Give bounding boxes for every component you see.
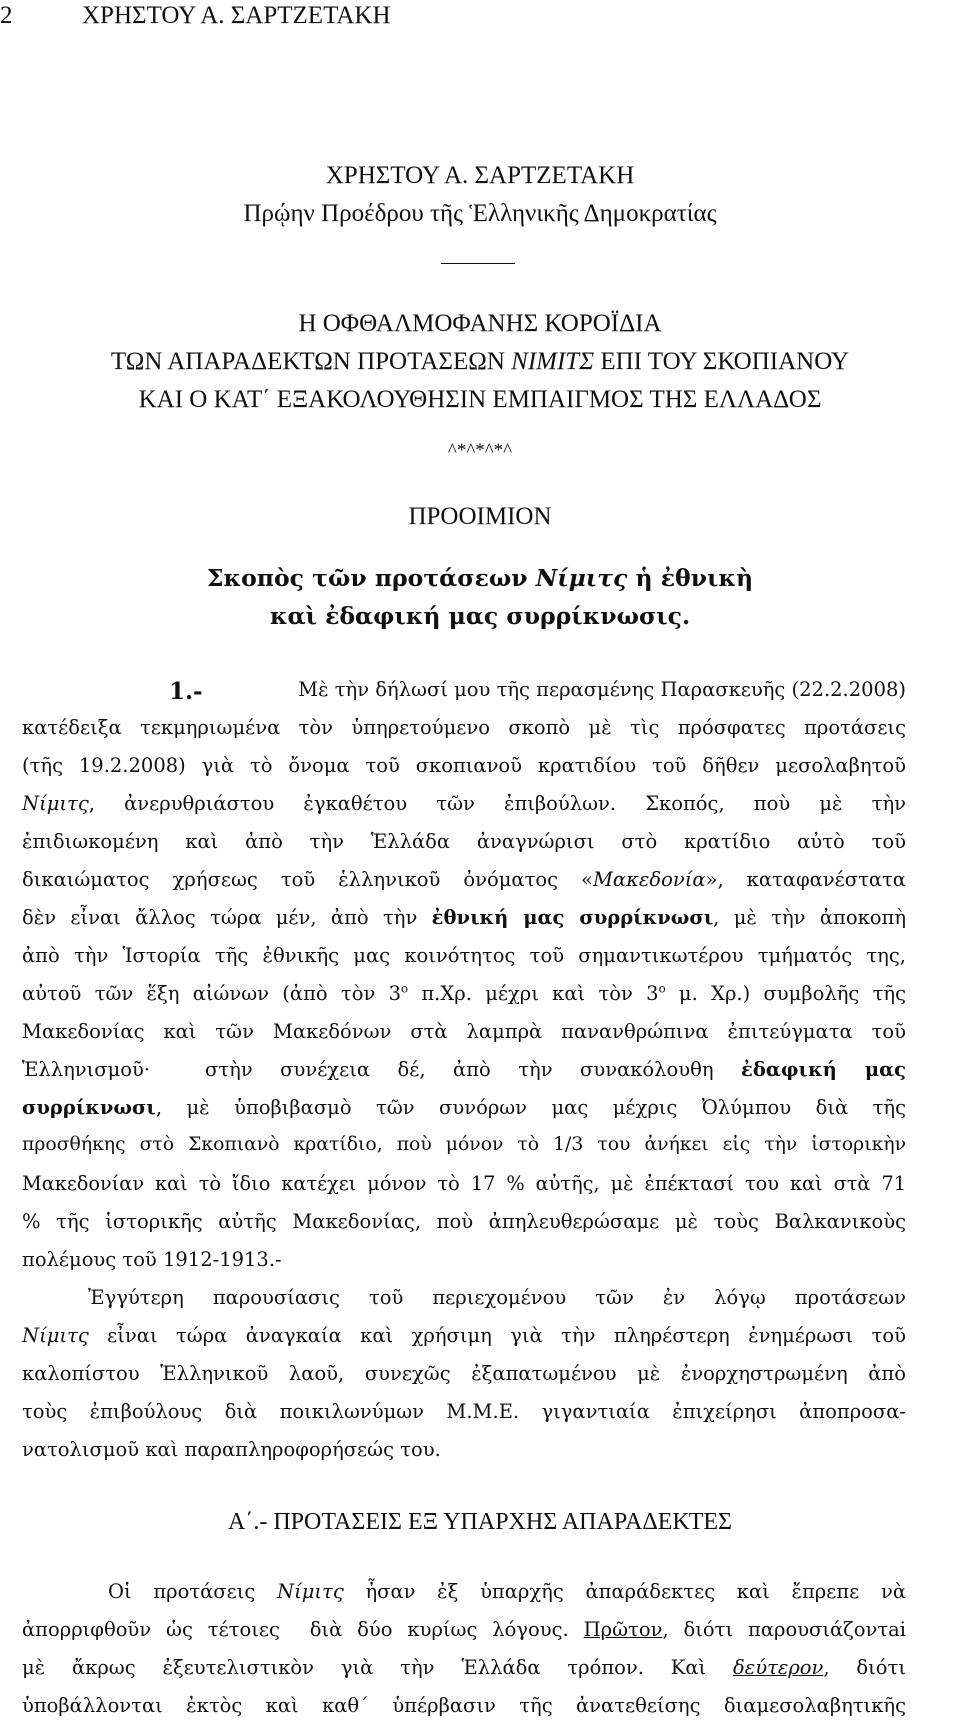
paragraph-text: Ἐγγύτερη παρουσίασις τοῦ περιεχομένου τῶν ἐν λόγῳ προτάσεων — [88, 1286, 906, 1309]
section-a-line-4 — [22, 1694, 906, 1717]
paragraph-text: , ἀνερυθριάστου ἐγκαθέτου τῶν ἐπιβούλων. Σκοπός, ποὺ μὲ τὴν — [88, 792, 906, 815]
paragraph-1-line-15 — [22, 1210, 906, 1233]
paragraph-text: τοὺς ἐπιβούλους διὰ ποικιλωνύμων Μ.Μ.Ε. γιγαντιαία ἐπιχείρησι ἀποπροσα- — [22, 1400, 906, 1423]
section-a-line-3 — [22, 1656, 906, 1679]
subheading-text: Σκοπὸς τῶν προτάσεων — [206, 564, 536, 592]
paragraph-text: δικαιώματος χρήσεως τοῦ ἑλληνικοῦ ὀνόματος « — [22, 868, 593, 891]
author-name: ΧΡΗΣΤΟΥ Α. ΣΑΡΤΖΕΤΑΚΗ — [325, 162, 635, 189]
paragraph-1-line-3 — [22, 754, 906, 777]
paragraph-text: ἀπὸ τὴν Ἱστορία τῆς ἐθνικῆς μας κοινότητος τοῦ σημαντικωτέρου τμήματός της, — [22, 944, 906, 967]
title-text: ΕΠΙ ΤΟΥ ΣΚΟΠΙΑΝΟΥ — [594, 348, 850, 375]
running-title: ΧΡΗΣΤΟΥ Α. ΣΑΡΤΖΕΤΑΚΗ — [82, 2, 391, 29]
paragraph-1-line-5 — [22, 830, 906, 853]
paragraph-text: , διότι παρουσιάζοντai — [662, 1618, 906, 1641]
paragraph-text: δὲν εἶναι ἄλλος τώρα μέν, ἀπὸ τὴν — [22, 906, 432, 929]
paragraph-text: Ἑλληνισμοῦ· στὴν συνέχεια δέ, ἀπὸ τὴν συνακόλουθη — [22, 1058, 742, 1081]
ornament-separator: ^*^*^*^ — [447, 440, 513, 461]
author-role: Πρῴην Προέδρου τῆς Ἑλληνικῆς Δημοκρατίας — [243, 200, 717, 227]
paragraph-text: μ. Χρ.) συμβολῆς τῆς — [665, 982, 906, 1005]
document-title-line-3: ΚΑΙ Ο ΚΑΤ΄ ΕΞΑΚΟΛΟΥΘΗΣΙΝ ΕΜΠΑΙΓΜΟΣ ΤΗΣ ΕΛΛΑΔΟΣ — [138, 386, 822, 413]
paragraph-text: , μὲ τὴν ἀποκοπὴ — [713, 906, 907, 929]
paragraph-1-line-12 — [22, 1096, 906, 1119]
paragraph-text: αὐτοῦ τῶν ἕξη αἰώνων (ἀπὸ τὸν 3 — [22, 982, 402, 1005]
title-divider — [441, 263, 515, 264]
paragraph-1-line-2 — [22, 716, 906, 739]
document-title-line-1: Η ΟΦΘΑΛΜΟΦΑΝΗΣ ΚΟΡΟΪΔΙΑ — [298, 310, 662, 337]
section-heading-prooimion: ΠΡΟΟΙΜΙΟΝ — [408, 503, 552, 530]
paragraph-1-line-11 — [22, 1058, 906, 1081]
paragraph-text: μὲ ἄκρως ἐξευτελιστικὸν γιὰ τὴν Ἑλλάδα τρόπον. Καὶ — [22, 1656, 734, 1679]
paragraph-text: πολέμους τοῦ 1912-1913.- — [22, 1248, 282, 1271]
paragraph-text: , μὲ ὑποβιβασμὸ τῶν συνόρων μας μέχρις Ὀλύμπου διὰ τῆς — [155, 1096, 906, 1119]
section-heading-a: Α΄.- ΠΡΟΤΑΣΕΙΣ ΕΞ ΥΠΑΡΧΗΣ ΑΠΑΡΑΔΕΚΤΕΣ — [228, 1509, 732, 1535]
paragraph-1-line-10 — [22, 1020, 906, 1043]
paragraph-text: ἀπορριφθοῦν ὡς τέτοιες διὰ δύο κυρίως λόγους. — [22, 1618, 584, 1641]
paragraph-1-line-8 — [22, 944, 906, 967]
paragraph-2-line-4 — [22, 1400, 906, 1423]
paragraph-1-line-9 — [22, 982, 906, 1005]
paragraph-text: , διότι — [823, 1656, 906, 1679]
paragraph-text: ὑποβάλλονται ἐκτὸς καὶ καθ΄ ὑπέρβασιν τῆς ἀνατεθείσης διαμεσολαβητικῆς — [22, 1694, 906, 1717]
subheading-text: ἡ ἐθνικὴ — [627, 564, 754, 592]
paragraph-text: εἶναι τώρα ἀναγκαία καὶ χρήσιμη γιὰ τὴν πληρέστερη ἐνημέρωσι τοῦ — [88, 1324, 906, 1347]
paragraph-2-line-1 — [88, 1286, 906, 1309]
underlined-word: Πρῶτον — [583, 1618, 663, 1641]
paragraph-text: Μὲ τὴν δήλωσί μου τῆς περασμένης Παρασκευῆς (22.2.2008) — [298, 678, 906, 701]
paragraph-text: ἐπιδιωκομένη καὶ ἀπὸ τὴν Ἑλλάδα ἀναγνώρισι στὸ κρατίδιο αὐτὸ τοῦ — [22, 830, 906, 853]
italic-name: Νίμιτς — [22, 792, 89, 815]
section-a-line-2 — [22, 1618, 906, 1641]
bold-phrase: ἐθνική μας συρρίκνωσι — [431, 906, 714, 929]
bold-phrase: ἐδαφική μας — [741, 1058, 906, 1081]
paragraph-text: προσθήκης στὸ Σκοπιανὸ κρατίδιο, ποὺ μόνον τὸ 1/3 του ἀνήκει εἰς τὴν ἱστορικὴν — [22, 1134, 906, 1155]
paragraph-text: % τῆς ἱστορικῆς αὐτῆς Μακεδονίας, ποὺ ἀπηλευθερώσαμε μὲ τοὺς Βαλκανικοὺς — [22, 1210, 906, 1233]
paragraph-2-line-3 — [22, 1362, 906, 1385]
underlined-word: δεύτερον — [733, 1656, 824, 1679]
paragraph-text: νατολισμοῦ καὶ παραπληροφορήσεώς του. — [22, 1438, 441, 1461]
superscript: ο — [401, 981, 409, 996]
subheading-name-italic: Νίμιτς — [535, 564, 628, 592]
paragraph-text: ἦσαν ἐξ ὑπαρχῆς ἀπαράδεκτες καὶ ἔπρεπε νὰ — [343, 1580, 906, 1603]
paragraph-text: Μακεδονίας καὶ τῶν Μακεδόνων στὰ λαμπρὰ πανανθρώπινα ἐπιτεύγματα τοῦ — [22, 1020, 906, 1043]
paragraph-1-line-4 — [22, 792, 906, 815]
paragraph-2-line-5 — [22, 1438, 906, 1461]
paragraph-text: καλοπίστου Ἑλληνικοῦ λαοῦ, συνεχῶς ἐξαπατωμένου μὲ ἐνορχηστρωμένη ἀπὸ — [22, 1362, 906, 1385]
page-number: 2 — [0, 2, 13, 29]
italic-name: Νίμιτς — [277, 1580, 344, 1603]
paragraph-2-line-2 — [22, 1324, 906, 1347]
paragraph-text: π.Χρ. μέχρι καὶ τὸν 3 — [408, 982, 659, 1005]
paragraph-1-line-16 — [22, 1248, 906, 1271]
paragraph-text: Οἱ προτάσεις — [108, 1580, 277, 1603]
paragraph-number: 1.- — [169, 678, 203, 705]
bold-phrase: συρρίκνωσι — [22, 1096, 156, 1119]
title-name-italic: ΝΙΜΙΤΣ — [511, 348, 595, 375]
italic-name: Νίμιτς — [22, 1324, 89, 1347]
document-title-line-2 — [0, 348, 960, 376]
paragraph-text: Μακεδονίαν καὶ τὸ ἴδιο κατέχει μόνον τὸ 17 % αὐτῆς, μὲ ἐπέκτασί του καὶ στὰ 71 — [22, 1172, 906, 1195]
paragraph-text: », καταφανέστατα — [705, 868, 906, 891]
superscript: ο — [658, 981, 666, 996]
paragraph-1-line-7 — [22, 906, 906, 929]
prooimion-subheading-line-1 — [0, 564, 960, 592]
paragraph-text: κατέδειξα τεκμηριωμένα τὸν ὑπηρετούμενο σκοπὸ μὲ τὶς πρόσφατες προτάσεις — [22, 716, 906, 739]
paragraph-1-line-6 — [22, 868, 906, 891]
title-text: ΤΩΝ ΑΠΑΡΑΔΕΚΤΩΝ ΠΡΟΤΑΣΕΩΝ — [110, 348, 512, 375]
prooimion-subheading-line-2: καὶ ἐδαφική μας συρρίκνωσις. — [269, 602, 691, 630]
paragraph-1-line-14 — [22, 1172, 906, 1195]
paragraph-1-line-13 — [22, 1134, 906, 1155]
italic-name: Μακεδονία — [592, 868, 706, 891]
paragraph-text: (τῆς 19.2.2008) γιὰ τὸ ὄνομα τοῦ σκοπιανοῦ κρατιδίου τοῦ δῆθεν μεσολαβητοῦ — [22, 754, 906, 777]
section-a-line-1 — [108, 1580, 906, 1603]
